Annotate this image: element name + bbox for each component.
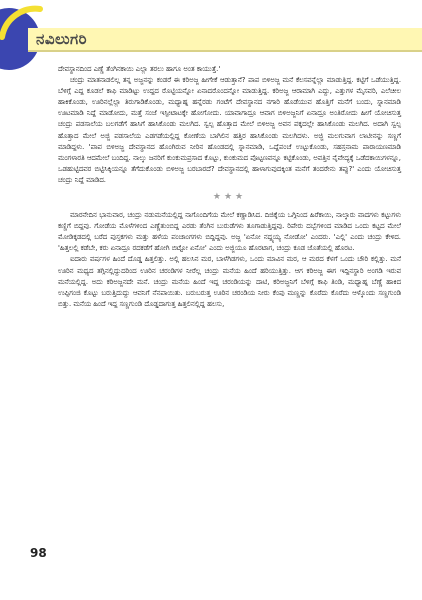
section-divider: ★★★ [212,192,247,203]
paragraph: ಐದಾರು ವರ್ಷಗಳ ಹಿಂದೆ ದೊಡ್ಡ ಹಿತ್ತಲಿತ್ತು. ಅಲ್ಲಿ ಹಲಸಿನ ಮರ, ಬಾಳೆಗಿಡಗಳು, ಒಂದು ಮಾವಿನ ಮರ, ಆ ಮರದ ಕೆಳಗೆ ಒಂದು ಚೌರಿ ಕಲ್ಲಿತ್ತು. ಮನೆ ಊರಿನ ಮಧ್ಯದ ತಗ್ಗಿನಲ್ಲಿದ್ದುದರಿಂದ ಊರಿನ ಚರಂಡಿಗಳ ನೀರೆಲ್ಲ ಚಂದ್ರು ಮನೆಯ ಹಿಂದೆ ಹರಿಯುತ್ತಿತ್ತು. ಆಗ ಕರಿಅಜ್ಜ ಈಗ ಇದ್ದಿನಸ್ಥಾರಿ ಅಂಗಡಿ ಇರುವ ಮನೆಯಲ್ಲಿದ್ದ. ಅದು ಕರಿಅಜ್ಜನದೇ ಮನೆ. ಚಂದ್ರು ಮನೆಯ ಹಿಂದೆ ಇದ್ದ ಚರಂಡಿಯನ್ನು ದಾಟಿ, ಕರಿಅಜ್ಜನಿಗೆ ಬೆಳಿಗ್ಗೆ ಕಾಫಿ ತಿಂಡಿ, ಮಧ್ಯಾಹ್ನ ಬೆಣ್ಣೆ ಹಾಕಿದ ಉಪ್ಪಿಗಂಜಿ ಕೊಟ್ಟು ಬರುತ್ತಿದುದ್ದು ಆವನಿಗೆ ನೆನಪಾಯಿತು. ಬರುಬರುತ್ತ ಊರಿನ ಚರಂಡಿಯ ನೀರು ಕೆಂಪು ಮಣ್ಣನ್ನು ಕೊರೆದು ಕೊರೆದು ಆಳ್ಕೊಂದು ಸಣ್ಣಗುಂಡಿ ಬಿತ್ತು. ಮನೆಯ ಹಿಂದೆ ಇದ್ದ ಸಣ್ಣಗುಂಡಿ ದೊಡ್ಡದಾಗುತ್ತ ಹಿತ್ತಲಿನಲ್ಲಿದ್ದ ಹಲಸು, [58,255,401,308]
paragraph: ಮಾರನೇದಿನ ಭಾನುವಾರ, ಚಂದ್ರು ನಡುಮನೆಯಲ್ಲಿದ್ದ ನಾಗೊಂದಿಗೆಯ ಮೇಲೆ ಕಣ್ಣಾಡಿಸಿದ. ದಿಜಿಕ್ಕೆಯ ಒಗ್ಗಿನಿಂದ ಹಿರೆಕಾಯಿ, ನಾಲ್ಕಾರು ವಾದಗಳು ಕಟ್ಟುಗಳು ಕಣ್ಣಿಗೆ ಬಿದ್ದವು. ಗೋಡೆಯ ಮೊಳೆಗಳಿಂದ ಎಣ್ಣೆತುಂಬಿದ್ದ ಎರಡು ತೆಂಗಿನ ಬುರುಡೆಗಳು ತೂಗಾಡುತ್ತಿದ್ದವು. ರಿಪೇರು ದಬ್ಬೆಗಳಿಂದ ಮಾಡಿದ ಒಂದು ಕಟ್ಟದ ಮೇಲೆ ಮೋಡಿಕ್ಕಡದಲ್ಲಿ ಬರೆದ ಪುಸ್ತಕಗಳು ಮತ್ತು ಹಳೆಯ ಪಂಚಾಂಗಗಳು ಬಿದ್ದಿದ್ದವು. ಅಜ್ಜ 'ಏನೋ ನದ್ದ್ಯಯ್ಯ ನೋಡೋ' ಎಂದರು. 'ಎಲ್ಲಿ' ಎಂದು ಚಂದ್ರು ಕೇಳಿದ. 'ಹಿತ್ತಲಲ್ಲಿ ಕಡೆಬೇ, ಕರು ಏನಾದ್ರೂ ರದಕಡೆಗೆ ಹೋಗಿ ಬಿಟ್ಟೋ ಏನೋ' ಎಂದು ಅಜ್ಜಿಯೂ ಹೊರಟಾಗ, ಚಂದ್ರು ಕೂಡ ಜೊತೆಯಲ್ಲಿ ಹೊರಟ. [58,211,401,253]
paragraph: ಚಂದ್ರು ಮಾತನಾಡಲಿಲ್ಲ ತನ್ನ ಅಜ್ಜನನ್ನು ಕಂಡರೆ ಈ ಕರಿಅಜ್ಜ ಹೀಗೇಕೆ ಆಡುತ್ತಾನೆ? ಪಾಪ ಬಿಳಿಅಜ್ಜ ಮನೆ ಕೆಲಸವನ್ನೆಲ್ಲಾ ಮಾಡುತ್ತಿದ್ದ. ಕಟ್ಟಿಗೆ ಒಡೆಯುತ್ತಿದ್ದ. ಬೆಳಿಗ್ಗೆ ಎದ್ದ ಕೂಡಲೆ ಕಾಫಿ ಮಾಡಿಟ್ಟು ಉದ್ದದ ರೊಟ್ಟಿಯನ್ನೋ ಏನಾದರೊಂದನ್ನೋ ಮಾಡುತ್ತಿದ್ದ. ಕರಿಅಜ್ಜ ಆರಾಮಾಗಿ ಎದ್ದು, ಎತ್ತುಗಳ ಮೈಸವರಿ, ಎಲೆಚೀಲ ಹಾಕಿಕೊಂಡು, ಊರಿನಲ್ಲೆಲ್ಲಾ ತಿರುಗಾಡಿಕೊಂಡು, ಮಧ್ಯಾಹ್ನ ಹನ್ನೆರಡು ಗಂಟೆಗೆ ದೇವಸ್ಥಾನದ ನಗಾರಿ ಹೊಡೆಯುವ ಹೊತ್ತಿಗೆ ಮನೆಗೆ ಬಂದು, ಸ್ನಾನಮಾಡಿ ಊಟಮಾಡಿ ನಿದ್ದೆ ಮಾಡೋದು, ಮತ್ತೆ ಸಂಜೆ ಇಸ್ಪೀಟಾಟಕ್ಕೇ ಹೋಗೋದು. ಯಾವಾಗಾದ್ರೂ ಆವಾಗ ಬಿಳಿಅಜ್ಜನಿಗೆ ಏನಾದ್ರೂ ಅಂತಿರೋದು ಹೀಗೆ ಯೋಚಿಸುತ್ತ ಚಂದ್ರು ಪಡಸಾಲೆಯ ಬಲಗಡೆಗೆ ಹಾಸಿಗೆ ಹಾಸಿಕೊಂಡು ಮಲಗಿದ. ಸ್ವಲ್ಪ ಹೊತ್ತಾದ ಮೇಲೆ ಬಿಳಿಅಜ್ಜ ಅವನ ಪಕ್ಕದಲ್ಲೇ ಹಾಸಿಕೊಂಡು ಮಲಗಿದ. ಅದಾಗಿ ಸ್ವಲ್ಪ ಹೊತ್ತಾದ ಮೇಲೆ ಅಜ್ಜಿ ಪಡಸಾಲೆಯ ಎಡಗಡೆಯಲ್ಲಿದ್ದ ಕೋಣೆಯ ಬಾಗಿಲಿನ ಹತ್ತಿರ ಹಾಸಿಕೊಂಡು ಮಲಗಿದಳು. ಅಜ್ಜಿ ಮಲಗುವಾಗ ಲಾಟೀನನ್ನು ಸಣ್ಣಗೆ ಮಾಡಿದ್ದಳು. 'ಪಾಪ ಬಿಳಿಅಜ್ಜ ದೇವಸ್ಥಾನದ ಹೊಂಗಿರುವ ನೀರಿನ ಹೊಂಡದಲ್ಲಿ ಸ್ನಾನಮಾಡಿ, ಒದ್ದೆಪಂಚೆ ಉಟ್ಟುಕೊಂಡು, ಸಹಸ್ರನಾಮ ಪಾರಾಯಣಮಾಡಿ ಮಂಗಳಾರತಿ ಆದಮೇಲೆ ಬಂದಿದ್ದ. ನಾಲ್ಕು ಜನರಿಗೆ ಕುಂಕುಮಪ್ರಸಾದ ಕೊಟ್ಟು, ಕುಂಕುಮದ ಪೊಟ್ಟಣವನ್ನೂ ಕಟ್ಟಿಕೊಂಡು, ಅವತ್ತಿನ ನೈವೇದ್ಯಕ್ಕೆ ಒಡೆದಕಾಯಿಗಳನ್ನೂ, ಒಡಹುಟ್ಟಿದವರ ಬಿಟ್ಟಿಸಿಕ್ಕಿಯನ್ನೂ ತೆಗೆದುಕೊಂಡು ಬಿಳಿಅಜ್ಜ ಬರಬಾರದೆ? ದೇವಸ್ಥಾನದಲ್ಲಿ ಹಾಳಾಗುವುದಕ್ಕಿಂತ ಮನೆಗೆ ತಂದರೇನು ತಪ್ಪು?' ಎಂದು ಯೋಚಿಸುತ್ತ ಚಂದ್ರು ನಿದ್ದೆ ಮಾಡಿದ. [58,76,401,184]
page-number: 98 [30,546,47,560]
body-text [58,64,401,310]
header-band [28,28,422,50]
section-title: ನವಿಲುಗರಿ [36,30,88,48]
header-band-underline [28,50,422,52]
paragraph: ದೇವಸ್ಥಾನದಿಂದ ಎಣ್ಣೆ ತೆಂಗಿನಕಾಯಿ ಎಲ್ಲಾ ತರಲು ಹಾಗೂ ಅಂತ ಕಾಯುತ್ತೆ.' [58,65,221,73]
